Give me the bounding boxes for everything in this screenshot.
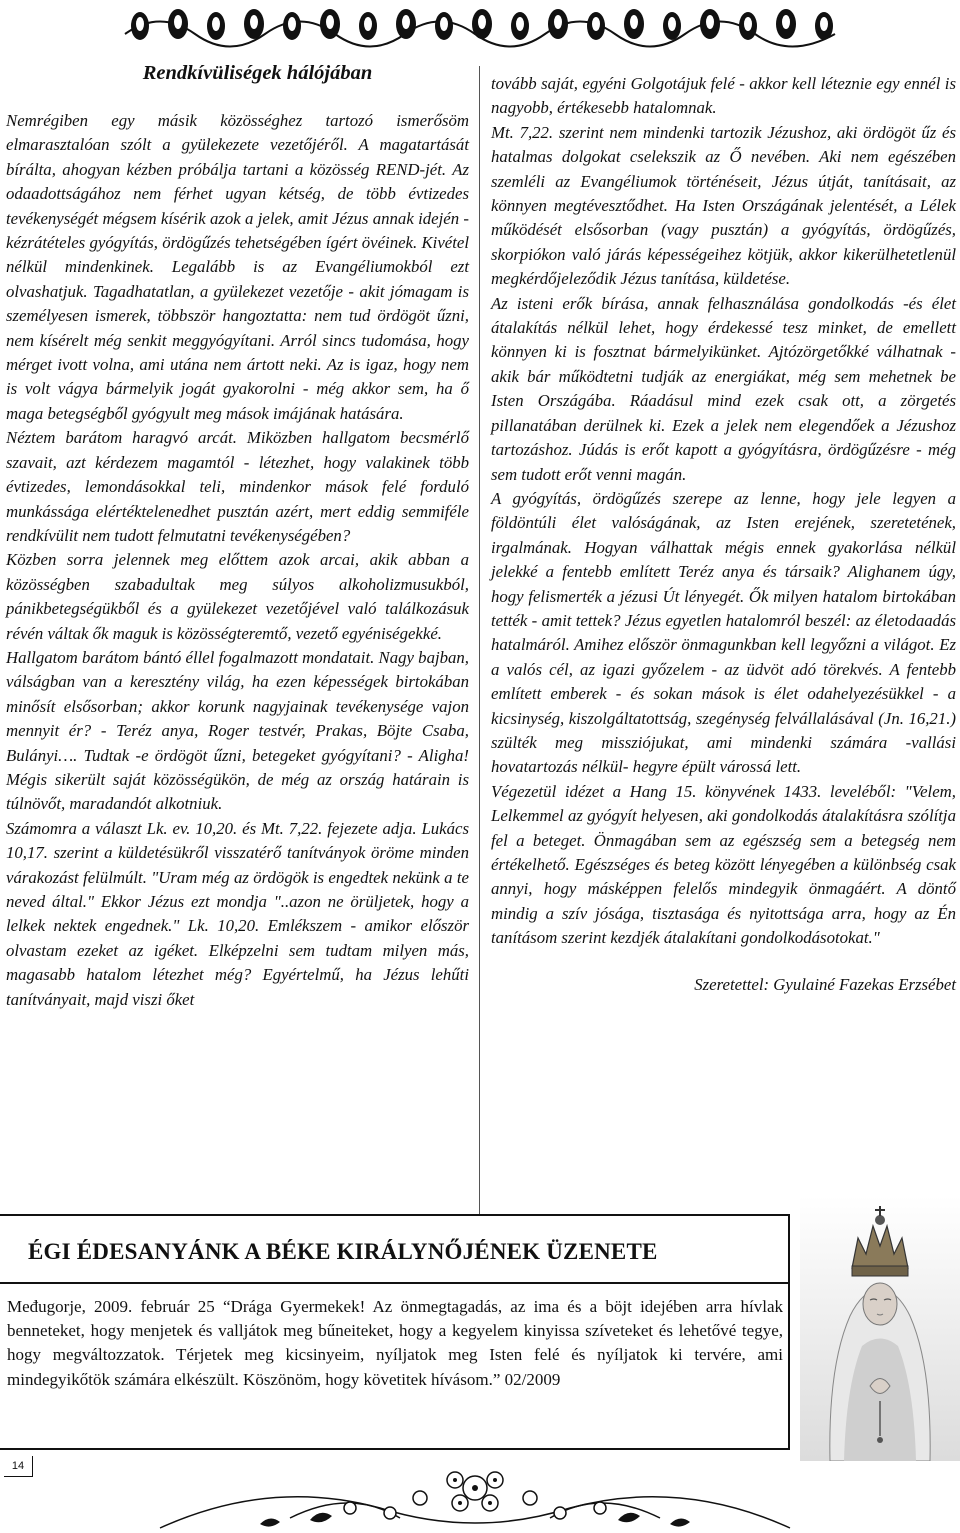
page-number: 14	[4, 1456, 33, 1477]
article-body-right	[491, 72, 956, 951]
paragraph: Végezetül idézet a Hang 15. könyvének 1433. leveléből: "Velem, Lelkemmel az gyógyít helyesen, aki gondolkodás átalakításra szólítja fel a beteget. Önmagában sem az egészség sem a betegség nem értékelhető. Egészséges és beteg között lényegében a különbség csak annyi, hogy másképpen felelős mindegyik önmagáért. A döntő mindig a szív jósága, tisztasága és nyitottsága arra, hogy az Én tanításom szerint kezdjék átalakítani gondolkodásotokat."	[491, 781, 956, 948]
message-heading: ÉGI ÉDESANYÁNK A BÉKE KIRÁLYNŐJÉNEK ÜZENETE	[28, 1239, 658, 1264]
article-right-column	[491, 72, 956, 995]
message-divider	[0, 1282, 790, 1284]
article-left-column	[6, 62, 469, 1012]
message-text: Međugorje, 2009. február 25 “Drága Gyermekek! Az önmegtagadás, az ima és a böjt idejében arra hívlak benneteket, hogy menjetek és valljátok meg bűneiteket, hogy a kegyelem kinyissa szíveteket és lehetővé tegye, hogy megváltozzatok. Térjetek meg kicsinyeim, nyíljatok meg Isten felé és nyíljatok ki tervére, ami mindegyikőtök számára elkészült. Köszönöm, hogy követitek hívásom.” 02/2009	[7, 1297, 783, 1389]
paragraph: Számomra a választ Lk. ev. 10,20. és Mt. 7,22. fejezete adja. Lukács 10,17. szerint a küldetésükről visszatérő tanítványok öröme minden várakozást felülmúlt. "Uram még az ördögök is engedtek nekünk a te neved által." Ekkor Jézus ezt mondja "..azon ne örüljetek, hogy a lelkek nektek engednek." Lk. 10,20. Emlékszem - amikor először olvastam ezeket az igéket. Elképzelni sem tudtam milyen más, magasabb hatalom létezhet még? Egyértelmű, ha Jézus lehűti tanítványait, majd viszi őket	[6, 818, 469, 1009]
madonna-statue-icon	[800, 1196, 960, 1461]
flower-border-ornament-icon	[120, 4, 840, 54]
paragraph: Mt. 7,22. szerint nem mindenki tartozik Jézushoz, aki ördögöt űz és hatalmas dolgokat cselekszik az Ő nevében. Aki nem egészében szemléli az Evangéliumok történéseit, Jézus útját, tanításait, az könnyen megtévesztődhet. Ha Isten Országának jelentését, a Lélek működését elsősorban (vagy pusztán) a gyógyítás, ördögűzés, skorpiókon való járás képességeihez kötjük, akkor kikerülhetetlenül megkérdőjeleződik Jézus tanítása, küldetése.	[491, 122, 956, 289]
paragraph: tovább saját, egyéni Golgotájuk felé - akkor kell léteznie egy ennél is nagyobb, értékesebb hatalomnak.	[491, 74, 956, 118]
article-signature: Szeretettel: Gyulainé Fazekas Erzsébet	[694, 974, 956, 994]
flower-cluster-ornament-icon	[150, 1458, 800, 1533]
paragraph: Az isteni erők bírása, annak felhasználása gondolkodás -és élet átalakítás nélkül lehet, hogy érdekessé tesz minket, de emellett könnyen ki is fosztnat bármelyikünket. Ajtózörgetőkké válhatnak - akik bár működtetni tudják az energiákat, még sem mehetnek be Isten Országába. Ráadásul mind ezek csak ott, a zörgetés pillanatában derülnek ki. Ezek a jelek nem elegendőek a Jézushoz tartozáshoz. Júdás is erőt kapott a gyógyításra, ördögűzésre - még sem tudott erőt venni magán.	[491, 293, 956, 484]
article-title: Rendkívüliségek hálójában	[142, 62, 373, 84]
column-divider	[479, 66, 480, 1214]
paragraph: Nemrégiben egy másik közösséghez tartozó ismerősöm elmarasztalóan szólt a gyülekezete vezetőjéről. A magatartását bírálta, ahogyan kézben próbálja tartani a közösség REND-jét. Az odaadottságához nem férhet ugyan kétség, de több évtizedes tevékenységét mégsem kísérik azok a jelek, amit Jézus annak idején - kézrátételes gyógyítás, ördögűzés tehetségében ígért övéinek. Kivétel nélkül mindenkinek. Legalább is az Evangéliumokból ezt olvashatjuk. Tagadhatatlan, a gyülekezet vezetője - akit jómagam is személyesen ismerek, többször hangoztatta: nem tud ördögöt űzni, nem kísérelt még senkit meggyógyítani. Arról sincs tudomása, hogy mérget ivott volna, ami utána nem ártott neki. Az is igaz, hogy nem is volt vágya bármelyik jogát gyakorolni - még akkor sem, ha ő maga betegségből gyógyult meg mások imájának hatására.	[6, 111, 469, 423]
paragraph: Hallgatom barátom bántó éllel fogalmazott mondatait. Nagy bajban, válságban van a keresztény világ, ha ezen képességek birtokában minősít elsősorban; akkor korunk nagyjainak tevékenysége vajon mennyit ér? - Teréz anya, Roger testvér, Prakas, Böjte Csaba, Bulányi…. Tudtak -e ördögöt űzni, betegeket gyógyítani? - Aligha! Mégis sikerült saját közösségükön, de még az ország határain is túlnövőt, maradandót alkotniuk.	[6, 647, 469, 814]
paragraph: A gyógyítás, ördögűzés szerepe az lenne, hogy jele legyen a földöntúli élet valóságának, az Isten erejének, szeretetének, irgalmának. Hogyan válhattak mégis ennek gyakorlása nélkül jelekké a fentebb említett Teréz anya és társaik? Alighanem úgy, hogy felismerték a jézusi Út lényegét. Ők milyen hatalom birtokában tették - amit tettek? Jézus egyetlen hatalomról beszél: az életodaadás hatalmáról. Amihez először önmagunkban kell legyőzni a világot. Ez a valós cél, az igazi győzelem - az üdvöt adó törekvés. A fentebb említett emberek - és sokan mások is élet odahelyezésükkel - a kicsinység, kiszolgáltatottság, szegénység felvállalásával (Jn. 16,21.) szülték meg missziójukat, ami mindenki számára -vallási hovatartozás nélkül- hegyre épült várossá lett.	[491, 488, 956, 777]
article-body-left	[6, 109, 469, 1012]
paragraph: Közben sorra jelennek meg előttem azok arcai, akik abban a közösségben szabadultak meg súlyos alkoholizmusukból, pánikbetegségükből és a gyülekezet vezetőjével való találkozásuk révén váltak ők maguk is közösségteremtő, vezető egyéniségekké.	[6, 550, 469, 643]
paragraph: Néztem barátom haragvó arcát. Miközben hallgatom becsmérlő szavait, azt kérdezem magamtól - létezhet, hogy valakinek több évtizedes, lemondásokkal teli, mindenkor mások felé forduló munkássága elértéktelenedhet pusztán azért, mert eddig semmiféle rendkívülit nem tudott felmutatni tevékenységében?	[6, 428, 469, 545]
